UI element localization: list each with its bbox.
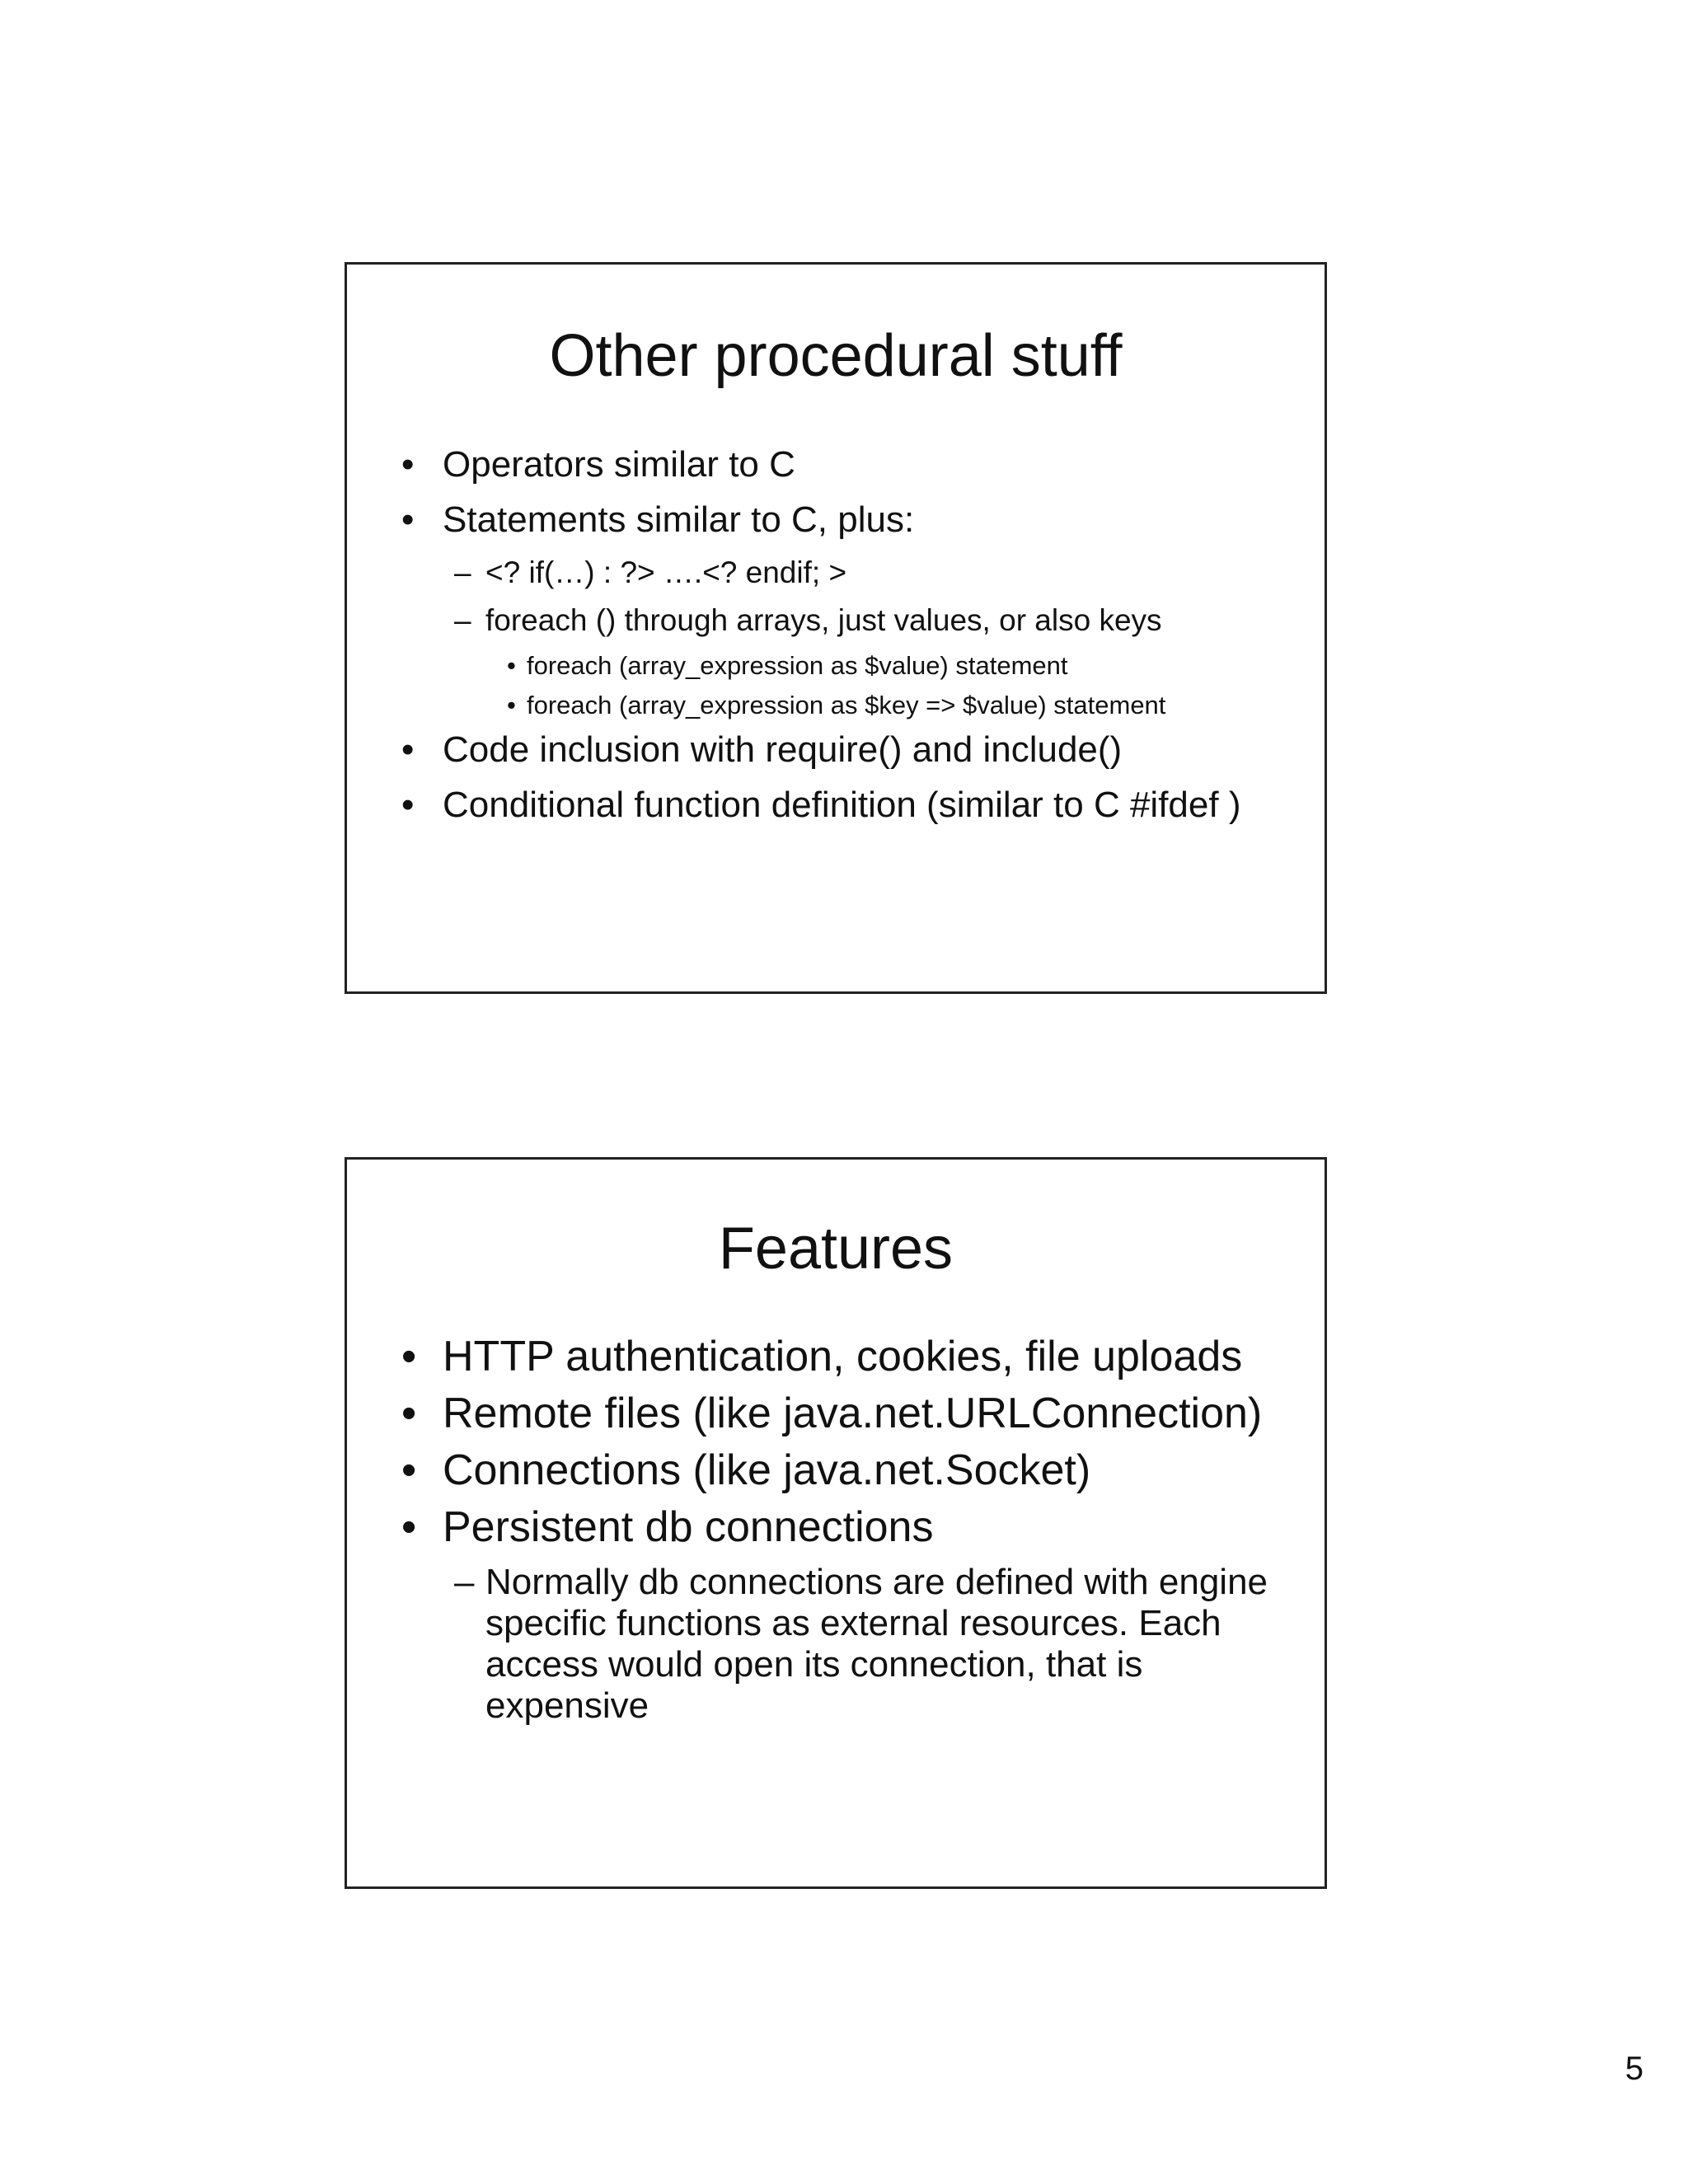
bullet-marker: •: [401, 729, 415, 770]
bullet-marker: •: [401, 1390, 417, 1437]
sub-bullet-item: [401, 602, 1292, 639]
sub-sub-bullet-item: [401, 650, 1292, 682]
bullet-marker: •: [401, 1503, 417, 1551]
dash-marker: –: [454, 603, 471, 637]
bullet-marker: •: [401, 444, 415, 485]
bullet-item: [401, 499, 1292, 541]
bullet-text: Conditional function definition (similar to C #ifdef ): [443, 785, 1241, 825]
bullet-item: [401, 785, 1292, 826]
bullet-item: [401, 1334, 1292, 1380]
bullet-text: Connections (like java.net.Socket): [443, 1446, 1091, 1494]
dash-marker: –: [454, 1562, 475, 1602]
bullet-marker: •: [507, 651, 516, 680]
slide-other-procedural-stuff: [345, 262, 1327, 994]
bullet-text: HTTP authentication, cookies, file uploads: [443, 1333, 1243, 1380]
bullet-text: Code inclusion with require() and include(): [443, 729, 1123, 770]
sub-sub-bullet-item: [401, 690, 1292, 721]
bullet-marker: •: [507, 691, 516, 719]
dash-marker: –: [454, 555, 471, 589]
bullet-text: Remote files (like java.net.URLConnection): [443, 1390, 1263, 1437]
bullet-item: [401, 1391, 1292, 1436]
bullet-item: [401, 444, 1292, 485]
bullet-text: Persistent db connections: [443, 1503, 934, 1551]
bullet-text: foreach (array_expression as $value) statement: [527, 651, 1068, 680]
bullet-item: [401, 729, 1292, 771]
bullet-marker: •: [401, 1446, 417, 1494]
bullet-text: Statements similar to C, plus:: [443, 499, 915, 540]
slide-title: Features: [718, 1216, 954, 1282]
slide-features: [345, 1157, 1327, 1889]
bullet-item: [401, 1505, 1292, 1550]
sub-bullet-item: [401, 1562, 1292, 1727]
bullet-text: Normally db connections are defined with engine specific functions as external resources. Each access would open its connection, that is expensive: [485, 1562, 1268, 1726]
slide-title: Other procedural stuff: [549, 323, 1123, 389]
sub-bullet-item: [401, 555, 1292, 591]
bullet-item: [401, 1448, 1292, 1493]
bullet-text: <? if(…) : ?> ….<? endif; >: [485, 555, 847, 589]
page-number: 5: [1625, 2050, 1643, 2087]
bullet-text: foreach () through arrays, just values, or also keys: [485, 603, 1162, 637]
bullet-list: [401, 1334, 1292, 1735]
bullet-marker: •: [401, 499, 415, 540]
bullet-text: foreach (array_expression as $key => $value) statement: [527, 691, 1166, 719]
bullet-text: Operators similar to C: [443, 444, 795, 485]
bullet-list: [401, 444, 1292, 840]
bullet-marker: •: [401, 785, 415, 825]
bullet-marker: •: [401, 1333, 417, 1380]
